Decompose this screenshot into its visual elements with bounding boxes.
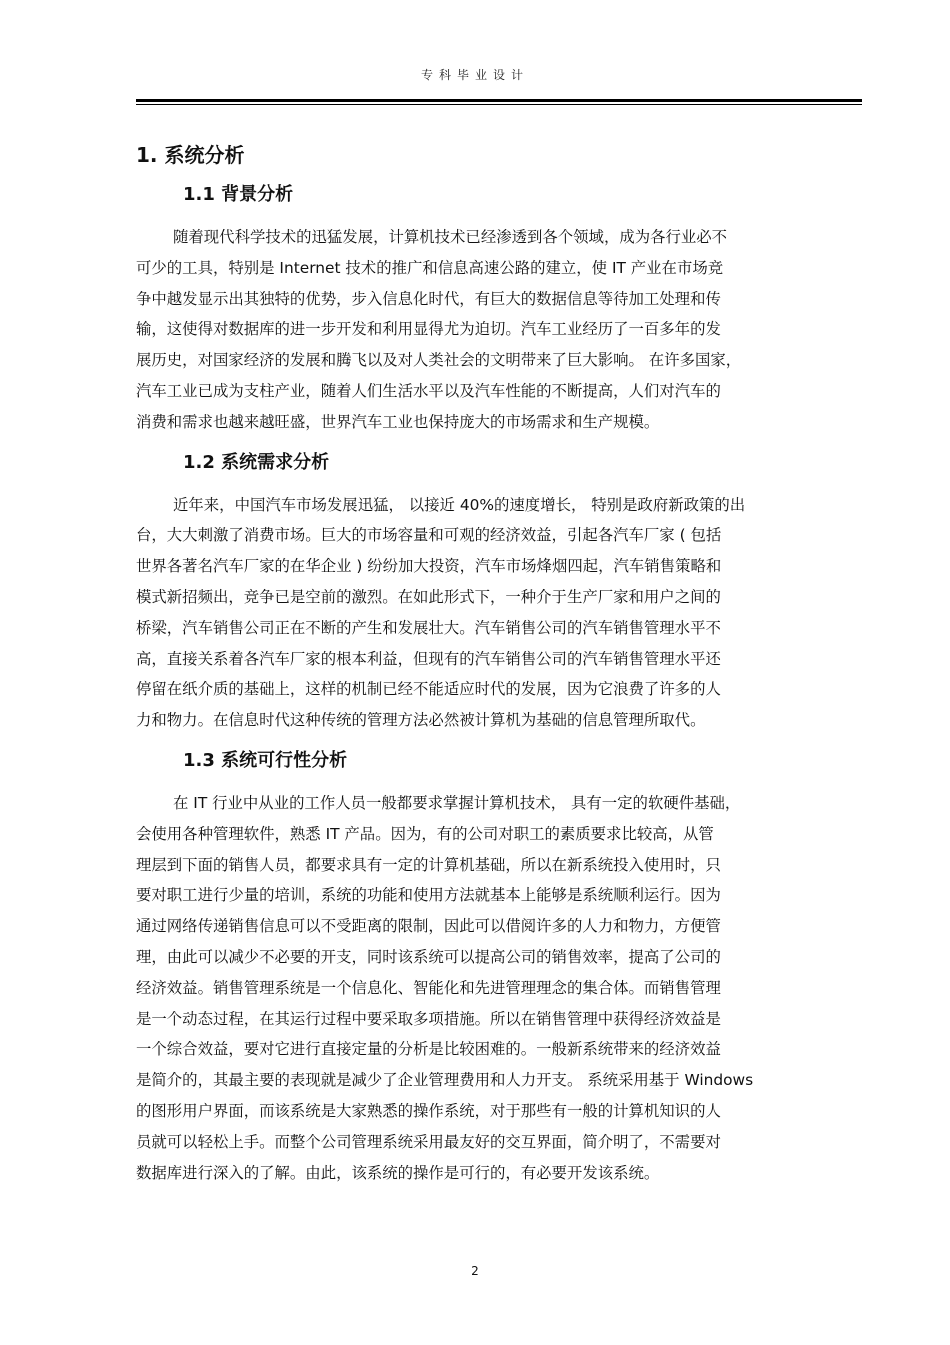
text-line: 理，由此可以减少不必要的开支，同时该系统可以提高公司的销售效率，提高了公司的 — [136, 947, 721, 966]
text-line: 的图形用户界面，而该系统是大家熟悉的操作系统，对于那些有一般的计算机知识的人 — [136, 1101, 721, 1120]
text-line: 会使用各种管理软件，熟悉 IT 产品。因为，有的公司对职工的素质要求比较高，从管 — [136, 824, 714, 843]
paragraph-background — [136, 222, 858, 438]
text-line: 经济效益。销售管理系统是一个信息化、智能化和先进管理理念的集合体。而销售管理 — [136, 978, 721, 997]
text-line: 输，这使得对数据库的进一步开发和利用显得尤为迫切。汽车工业经历了一百多年的发 — [136, 320, 721, 339]
text-line: 员就可以轻松上手。而整个公司管理系统采用最友好的交互界面，简介明了，不需要对 — [136, 1132, 721, 1151]
text-line: 汽车工业已成为支柱产业，随着人们生活水平以及汽车性能的不断提高，人们对汽车的 — [136, 381, 721, 400]
text-line: 展历史，对国家经济的发展和腾飞以及对人类社会的文明带来了巨大影响。 在许多国家， — [136, 351, 742, 370]
text-line: 台，大大刺激了消费市场。巨大的市场容量和可观的经济效益，引起各汽车厂家 ( 包括 — [136, 526, 722, 545]
text-line: 近年来，中国汽车市场发展迅猛， 以接近 40%的速度增长， 特别是政府新政策的出 — [173, 495, 746, 514]
page-number: 2 — [471, 1264, 479, 1278]
text-line: 理层到下面的销售人员，都要求具有一定的计算机基础，所以在新系统投入使用时，只 — [136, 855, 721, 874]
page-body — [136, 138, 858, 1196]
text-line: 模式新招频出，竞争已是空前的激烈。在如此形式下，一种介于生产厂家和用户之间的 — [136, 587, 721, 606]
text-line: 消费和需求也越来越旺盛，世界汽车工业也保持庞大的市场需求和生产规模。 — [136, 412, 660, 431]
text-line: 力和物力。在信息时代这种传统的管理方法必然被计算机为基础的信息管理所取代。 — [136, 711, 706, 730]
text-line: 可少的工具，特别是 Internet 技术的推广和信息高速公路的建立，使 IT 产业在市场竞 — [136, 258, 724, 277]
paragraph-requirements — [136, 490, 858, 736]
text-line: 高，直接关系着各汽车厂家的根本利益，但现有的汽车销售公司的汽车销售管理水平还 — [136, 649, 721, 668]
section-heading-requirements: 1.2 系统需求分析 — [183, 451, 330, 473]
text-line: 世界各著名汽车厂家的在华企业 ) 纷纷加大投资，汽车市场烽烟四起，汽车销售策略和 — [136, 557, 722, 576]
header-rule-thick — [136, 99, 862, 102]
header-rule-thin — [136, 104, 862, 105]
text-line: 争中越发显示出其独特的优势，步入信息化时代，有巨大的数据信息等待加工处理和传 — [136, 289, 721, 308]
section-heading-feasibility: 1.3 系统可行性分析 — [183, 749, 348, 771]
chapter-heading: 1. 系统分析 — [136, 143, 245, 167]
text-line: 数据库进行深入的了解。由此，该系统的操作是可行的，有必要开发该系统。 — [136, 1163, 660, 1182]
paragraph-feasibility — [136, 788, 858, 1188]
text-line: 随着现代科学技术的迅猛发展，计算机技术已经渗透到各个领域，成为各行业必不 — [173, 228, 728, 246]
text-line: 桥梁，汽车销售公司正在不断的产生和发展壮大。汽车销售公司的汽车销售管理水平不 — [136, 618, 721, 637]
text-line: 在 IT 行业中从业的工作人员一般都要求掌握计算机技术， 具有一定的软硬件基础， — [173, 793, 741, 812]
text-line: 是一个动态过程，在其运行过程中要采取多项措施。所以在销售管理中获得经济效益是 — [136, 1009, 721, 1028]
text-line: 要对职工进行少量的培训，系统的功能和使用方法就基本上能够是系统顺利运行。因为 — [136, 886, 721, 905]
section-heading-background: 1.1 背景分析 — [183, 184, 294, 205]
text-line: 是简介的，其最主要的表现就是减少了企业管理费用和人力开支。 系统采用基于 Windows — [136, 1071, 754, 1090]
running-header: 专科毕业设计 — [420, 68, 529, 82]
text-line: 通过网络传递销售信息可以不受距离的限制，因此可以借阅许多的人力和物力，方便管 — [136, 917, 721, 936]
text-line: 停留在纸介质的基础上，这样的机制已经不能适应时代的发展，因为它浪费了许多的人 — [136, 680, 721, 699]
text-line: 一个综合效益，要对它进行直接定量的分析是比较困难的。一般新系统带来的经济效益 — [136, 1040, 721, 1059]
